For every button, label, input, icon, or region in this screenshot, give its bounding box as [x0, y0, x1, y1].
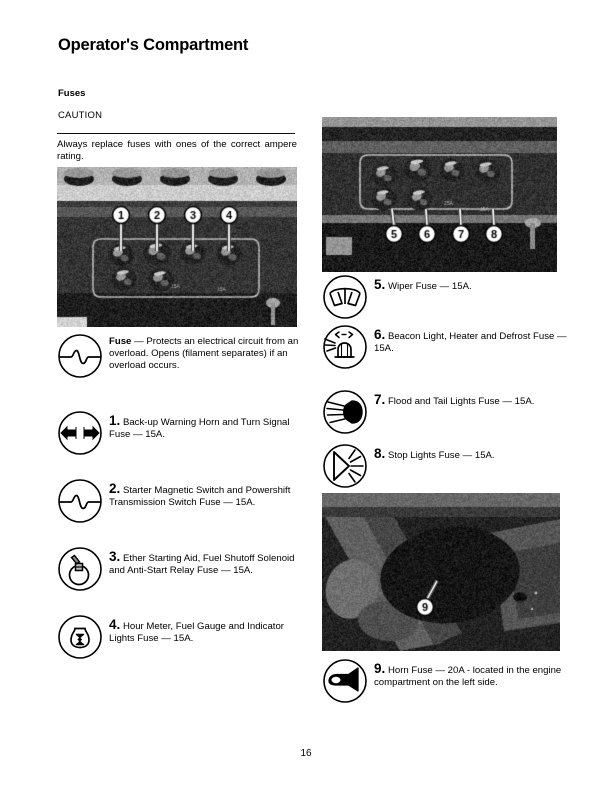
fuse-entry-5-label: Wiper Fuse — 15A.: [387, 281, 472, 292]
caution-divider: [57, 133, 295, 134]
fuse-entry-2: [57, 478, 303, 524]
fuse-entry-4: [57, 614, 303, 660]
section-heading: Fuses: [58, 88, 86, 99]
page-number: 16: [300, 748, 312, 759]
fuse-entry-3-text: [109, 546, 303, 577]
fuse-entry-7: [322, 389, 570, 435]
fuse-entry-1-label: Back-up Warning Horn and Turn Signal Fuse — 15A.: [109, 417, 290, 441]
fuse-entry-4-text: [109, 614, 303, 645]
fuse-symbol-icon: [57, 333, 103, 379]
page-title: Operator's Compartment: [58, 36, 249, 54]
fuse-entry-5: [322, 274, 570, 320]
fuse-entry-5-text: [374, 274, 570, 293]
fuse-definition-dash: —: [131, 336, 147, 347]
flood-light-icon: [322, 389, 368, 435]
caution-label: CAUTION: [58, 110, 103, 121]
fuse-entry-9: [322, 658, 570, 704]
caution-text: Always replace fuses with ones of the correct ampere rating.: [57, 139, 297, 163]
fuse-entry-2-number: 2.: [109, 481, 121, 496]
horn-icon: [322, 658, 368, 704]
fuse-panel-photo-right: [322, 117, 557, 272]
fuse-entry-8-label: Stop Lights Fuse — 15A.: [387, 450, 495, 461]
fuse-entry-9-number: 9.: [374, 661, 386, 676]
fuse-definition-description: Protects an electrical circuit from an overload. Opens (filament separates) if an overload occurs.: [109, 336, 299, 372]
fuse-entry-5-number: 5.: [374, 277, 386, 292]
fuse-entry-1-text: [109, 410, 303, 441]
fuse-entry-3: [57, 546, 303, 592]
fuse-entry-8-number: 8.: [374, 446, 386, 461]
fuse-entry-3-number: 3.: [109, 549, 121, 564]
fuse-entry-8: [322, 443, 570, 489]
fuse-entry-6-text: [374, 324, 570, 355]
fuse-entry-9-text: [374, 658, 570, 689]
fuse-entry-2-text: [109, 478, 303, 509]
fuse-entry-6: [322, 324, 570, 370]
fuse-entry-7-text: [374, 389, 570, 408]
fuse-entry-4-label: Hour Meter, Fuel Gauge and Indicator Lights Fuse — 15A.: [109, 621, 284, 645]
engine-compartment-photo: [322, 493, 560, 651]
fuse-entry-6-number: 6.: [374, 327, 386, 342]
fuse-entry-6-label: Beacon Light, Heater and Defrost Fuse — 15A.: [374, 331, 567, 355]
beacon-light-icon: [322, 324, 368, 370]
fuse-entry-8-text: [374, 443, 570, 462]
fuse-definition-entry: [57, 333, 303, 379]
fuse-entry-3-label: Ether Starting Aid, Fuel Shutoff Solenoid and Anti-Start Relay Fuse — 15A.: [109, 553, 295, 577]
fuse-definition-term: Fuse: [109, 336, 132, 347]
fuse-definition-text: [109, 333, 303, 373]
fuse-entry-7-label: Flood and Tail Lights Fuse — 15A.: [387, 396, 535, 407]
fuse-entry-2-label: Starter Magnetic Switch and Powershift Transmission Switch Fuse — 15A.: [109, 485, 291, 509]
hour-meter-icon: [57, 614, 103, 660]
turn-signal-arrows-icon: [57, 410, 103, 456]
stop-light-icon: [322, 443, 368, 489]
fuse-entry-7-number: 7.: [374, 392, 386, 407]
fuse-symbol-icon: [57, 478, 103, 524]
fuse-entry-9-label: Horn Fuse — 20A - located in the engine compartment on the left side.: [374, 665, 562, 689]
ether-canister-icon: [57, 546, 103, 592]
fuse-entry-1-number: 1.: [109, 413, 121, 428]
fuse-entry-1: [57, 410, 303, 456]
windshield-wiper-icon: [322, 274, 368, 320]
fuse-panel-photo-left: [57, 167, 297, 327]
fuse-entry-4-number: 4.: [109, 617, 121, 632]
